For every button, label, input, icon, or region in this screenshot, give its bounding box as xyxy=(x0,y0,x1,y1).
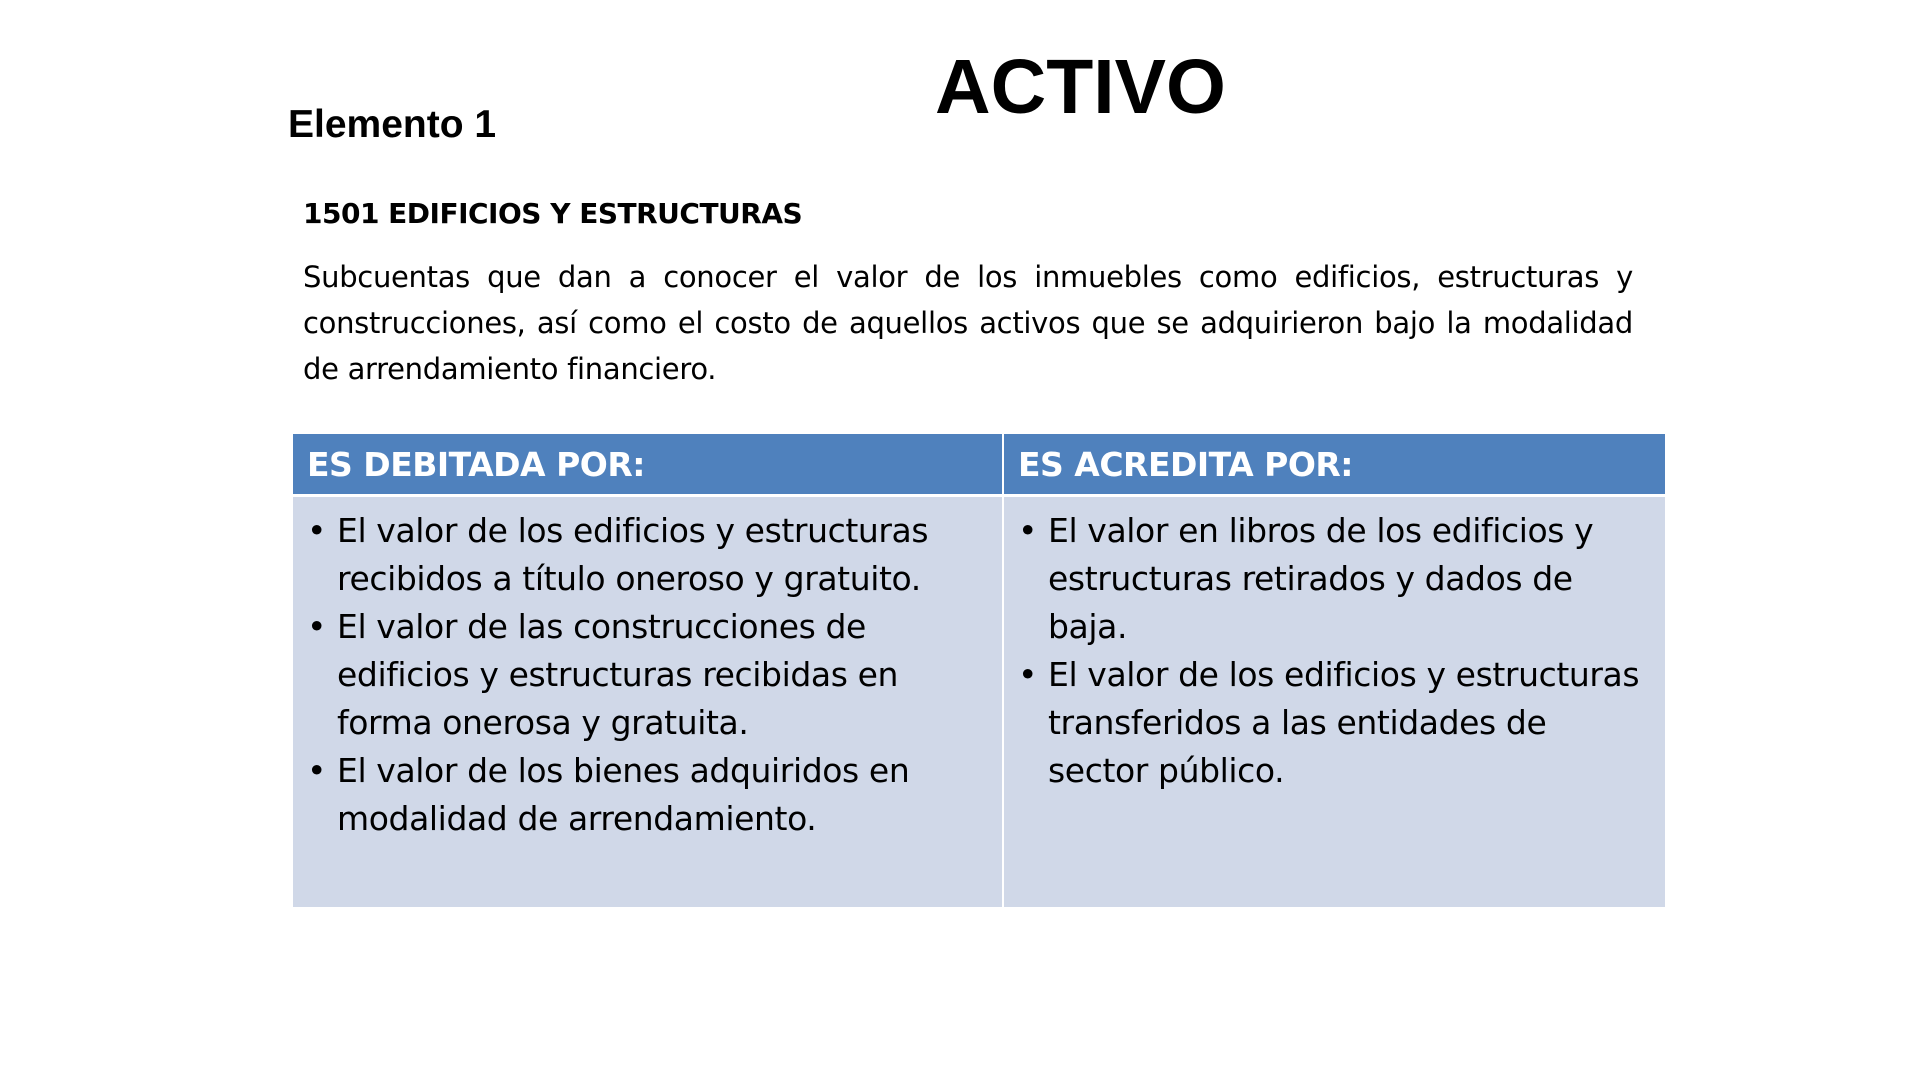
bullet-icon: • xyxy=(307,511,327,550)
slide-title: ACTIVO xyxy=(935,44,1226,130)
debit-list xyxy=(303,507,988,843)
debit-credit-table xyxy=(293,434,1665,907)
credit-cell xyxy=(1003,496,1665,908)
debit-item-text: El valor de los bienes adquiridos en modalidad de arrendamiento. xyxy=(337,751,910,838)
list-item xyxy=(1014,507,1651,651)
list-item xyxy=(303,603,988,747)
credit-item-text: El valor de los edificios y estructuras transferidos a las entidades de sector público. xyxy=(1048,655,1640,790)
credit-item-text: El valor en libros de los edificios y estructuras retirados y dados de baja. xyxy=(1048,511,1594,646)
credit-list xyxy=(1014,507,1651,795)
account-heading: 1501 EDIFICIOS Y ESTRUCTURAS xyxy=(303,197,803,230)
list-item xyxy=(303,747,988,843)
debit-item-text: El valor de las construcciones de edificios y estructuras recibidas en forma onerosa y gratuita. xyxy=(337,607,899,742)
list-item xyxy=(303,507,988,603)
bullet-icon: • xyxy=(1018,511,1038,550)
bullet-icon: • xyxy=(307,751,327,790)
credit-header: ES ACREDITA POR: xyxy=(1003,434,1665,496)
debit-item-text: El valor de los edificios y estructuras recibidos a título oneroso y gratuito. xyxy=(337,511,929,598)
debit-cell xyxy=(293,496,1003,908)
table-header-row xyxy=(293,434,1665,496)
account-description: Subcuentas que dan a conocer el valor de los inmuebles como edificios, estructuras y construcciones, así como el costo de aquellos activos que se adquirieron bajo la modalidad de arrendamiento financiero. xyxy=(303,260,1633,386)
element-label: Elemento 1 xyxy=(288,103,497,146)
list-item xyxy=(1014,651,1651,795)
debit-header: ES DEBITADA POR: xyxy=(293,434,1003,496)
bullet-icon: • xyxy=(1018,655,1038,694)
table-body-row xyxy=(293,496,1665,908)
bullet-icon: • xyxy=(307,607,327,646)
